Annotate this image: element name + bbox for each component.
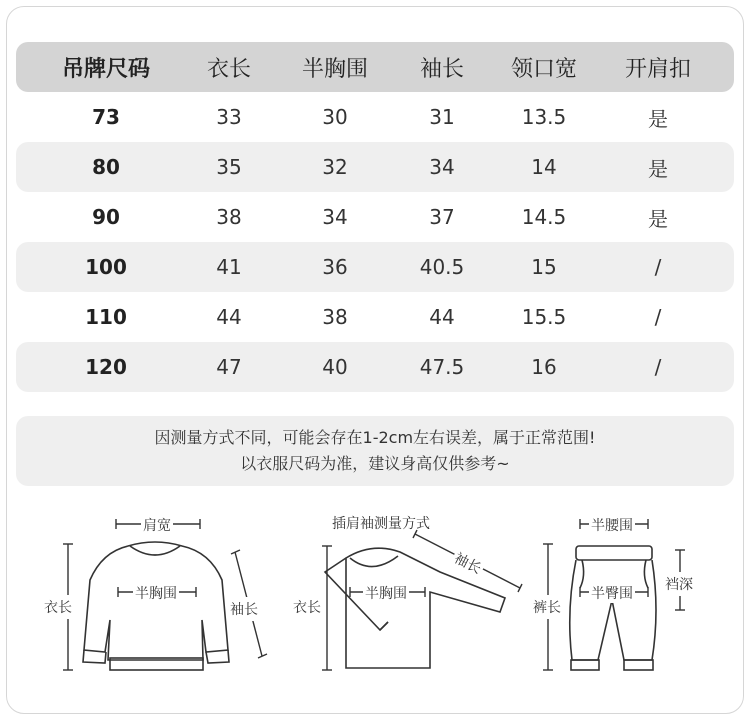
cell-half-chest: 36 <box>322 255 348 279</box>
label-half-hip: 半臀围 <box>589 583 635 603</box>
label-sweater-sleeve: 袖长 <box>230 597 258 621</box>
cell-shoulder-button: 是 <box>648 106 668 131</box>
cell-length: 38 <box>216 205 242 229</box>
sweater-drawing <box>83 542 229 670</box>
note-line-2: 以衣服尺码为准，建议身高仅供参考~ <box>240 454 510 473</box>
table-header-row <box>16 42 734 92</box>
table-row <box>16 242 734 292</box>
cell-shoulder-button: 是 <box>648 206 668 231</box>
header-length: 衣长 <box>206 56 251 82</box>
cell-half-chest: 30 <box>322 105 348 129</box>
cell-shoulder-button: / <box>654 305 662 329</box>
size-table <box>16 42 734 392</box>
label-raglan-chest: 半胸围 <box>363 583 409 603</box>
cell-neck-width: 15 <box>531 255 557 279</box>
table-row <box>16 292 734 342</box>
pants-drawing <box>570 546 656 670</box>
measurement-note <box>16 416 734 486</box>
label-sweater-chest: 半胸围 <box>133 583 179 603</box>
label-raglan-sleeve: 袖长 <box>449 546 488 580</box>
table-row <box>16 92 734 142</box>
header-sleeve: 袖长 <box>419 56 464 82</box>
cell-sleeve: 31 <box>429 105 455 129</box>
header-shoulder-button: 开肩扣 <box>624 56 691 82</box>
label-half-waist: 半腰围 <box>589 515 635 535</box>
cell-sleeve: 37 <box>429 205 455 229</box>
note-line-1: 因测量方式不同，可能会存在1-2cm左右误差，属于正常范围! <box>154 428 596 447</box>
cell-length: 35 <box>216 155 242 179</box>
cell-neck-width: 13.5 <box>521 105 567 129</box>
cell-length: 47 <box>216 355 242 379</box>
measurement-illustrations <box>0 500 750 700</box>
cell-size: 73 <box>92 105 120 129</box>
label-rise-depth: 裆深 <box>665 572 693 596</box>
cell-half-chest: 38 <box>322 305 348 329</box>
cell-length: 41 <box>216 255 242 279</box>
cell-neck-width: 14 <box>531 155 557 179</box>
cell-size: 80 <box>92 155 120 179</box>
cell-sleeve: 34 <box>429 155 455 179</box>
header-half-chest: 半胸围 <box>301 56 368 82</box>
cell-sleeve: 40.5 <box>419 255 465 279</box>
cell-half-chest: 34 <box>322 205 348 229</box>
table-row <box>16 342 734 392</box>
cell-length: 33 <box>216 105 242 129</box>
header-neck-width: 领口宽 <box>510 56 577 82</box>
cell-half-chest: 40 <box>322 355 348 379</box>
cell-sleeve: 47.5 <box>419 355 465 379</box>
cell-size: 110 <box>85 305 127 329</box>
cell-shoulder-button: / <box>654 355 662 379</box>
cell-half-chest: 32 <box>322 155 348 179</box>
cell-length: 44 <box>216 305 242 329</box>
header-size: 吊牌尺码 <box>61 56 150 82</box>
cell-size: 120 <box>85 355 127 379</box>
label-raglan-length: 衣长 <box>293 595 321 619</box>
cell-sleeve: 44 <box>429 305 455 329</box>
cell-size: 100 <box>85 255 127 279</box>
cell-shoulder-button: 是 <box>648 156 668 181</box>
label-shoulder-width: 肩宽 <box>141 515 173 535</box>
cell-neck-width: 16 <box>531 355 557 379</box>
table-row <box>16 192 734 242</box>
label-raglan-title: 插肩袖测量方式 <box>332 516 430 532</box>
label-pants-length: 裤长 <box>533 595 561 619</box>
cell-size: 90 <box>92 205 120 229</box>
cell-neck-width: 15.5 <box>521 305 567 329</box>
table-row <box>16 142 734 192</box>
label-sweater-length: 衣长 <box>44 595 72 619</box>
cell-neck-width: 14.5 <box>521 205 567 229</box>
cell-shoulder-button: / <box>654 255 662 279</box>
